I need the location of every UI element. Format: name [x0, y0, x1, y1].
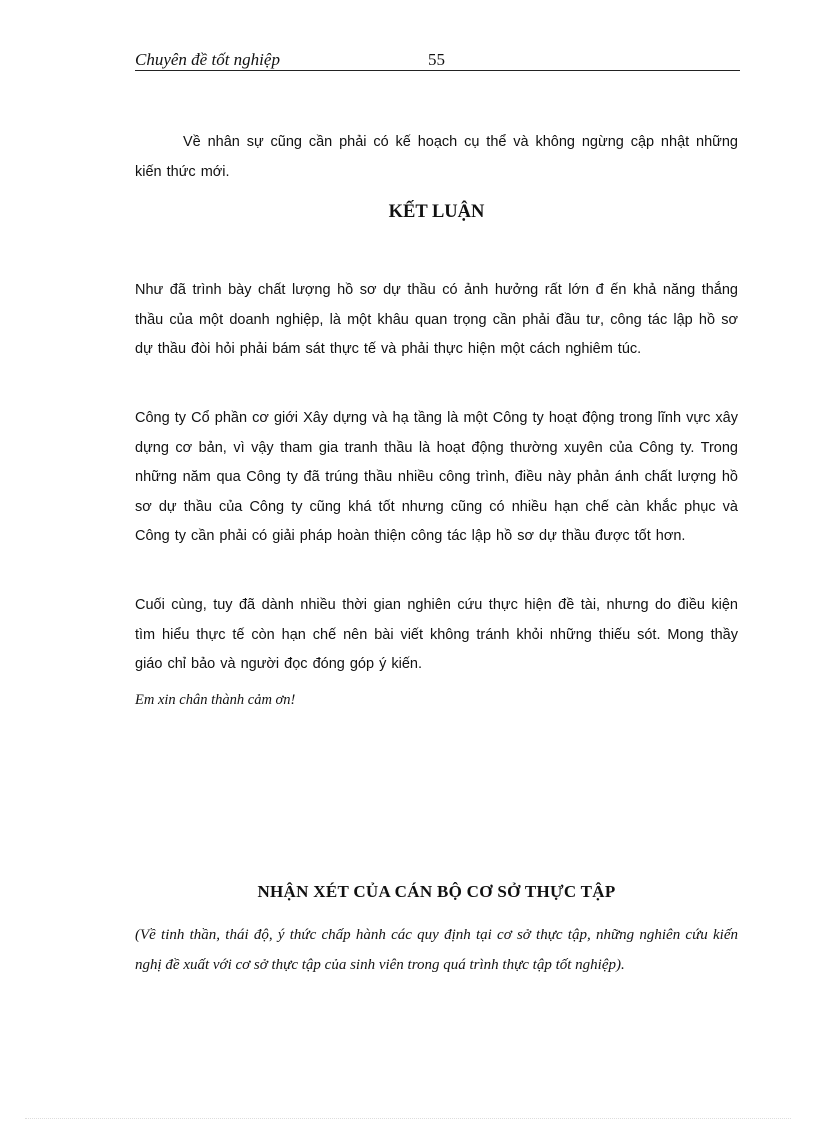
page-header: [135, 48, 740, 71]
intro-paragraph: Về nhân sự cũng cần phải có kế hoạch cụ thể và không ngừng cập nhật những kiến thức mới.: [135, 134, 738, 180]
conclusion-paragraph-2: Công ty Cổ phần cơ giới Xây dựng và hạ tầng là một Công ty hoạt động trong lĩnh vực xây dựng cơ bản, vì vậy tham gia tranh thầu là hoạt động thường xuyên của Công ty. Trong những năm qua Công ty đã trúng thầu nhiều công trình, điều này phản ánh chất lượng hồ sơ dự thầu của Công ty cũng khá tốt nhưng cũng có nhiều hạn chế càn khắc phục và Công ty cần phải có giải pháp hoàn thiện công tác lập hồ sơ dự thầu được tốt hơn.: [135, 410, 738, 545]
header-title: Chuyên đề tốt nghiệp: [135, 50, 280, 69]
conclusion-paragraph-1: Như đã trình bày chất lượng hồ sơ dự thầu có ảnh hưởng rất lớn đ ến khả năng thắng thầu của một doanh nghiệp, là một khâu quan trọng cần phải đầu tư, công tác lập hồ sơ dự thầu đòi hỏi phải bám sát thực tế và phải thực hiện một cách nghiêm túc.: [135, 282, 738, 358]
closing-thanks: Em xin chân thành cảm ơn!: [135, 692, 296, 708]
page-bottom-border: [25, 1118, 791, 1119]
evaluation-note: (Về tinh thần, thái độ, ý thức chấp hành các quy định tại cơ sở thực tập, những nghiên cứu kiến nghị đề xuất với cơ sở thực tập của sinh viên trong quá trình thực tập tốt nghiệp).: [135, 927, 738, 973]
conclusion-paragraph-3: Cuối cùng, tuy đã dành nhiều thời gian nghiên cứu thực hiện đề tài, nhưng do điều kiện tìm hiểu thực tế còn hạn chế nên bài viết không tránh khỏi những thiếu sót. Mong thầy giáo chỉ bảo và người đọc đóng góp ý kiến.: [135, 597, 738, 673]
evaluation-heading: NHẬN XÉT CỦA CÁN BỘ CƠ SỞ THỰC TẬP: [257, 882, 616, 901]
page-number: 55: [428, 50, 445, 69]
conclusion-heading: KẾT LUẬN: [388, 202, 485, 222]
